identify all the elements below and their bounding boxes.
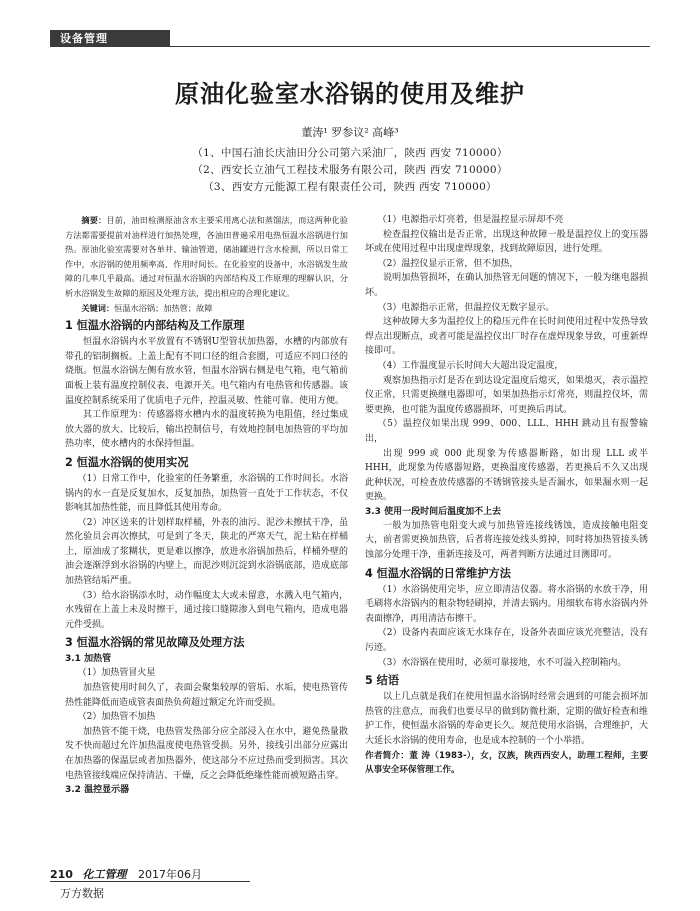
header-rule	[170, 46, 650, 47]
keywords-text: 恒温水浴锅；加热管；故障	[114, 302, 213, 313]
heading-section-4: 4 恒温水浴锅的日常维护方法	[365, 566, 511, 580]
paragraph: 恒温水浴锅内水平放置有不锈钢U型管状加热器，水槽的内部放有带孔的铝制搁板。上盖上配有不同口径的组合套圈，可适应不同口径的烧瓶。恒温水浴锅左侧有放水管，恒温水浴锅右侧是电气箱，电气箱前面板上装有温度控制仪表、电源开关。电气箱内有电热管和传感器。该温度控制系统采用了优质电子元件，控温灵敏、性能可靠、使用方便。	[65, 337, 348, 406]
footer-rule	[50, 881, 250, 882]
heading-3-2: 3.2 温控显示器	[65, 785, 130, 796]
paragraph: 观察加热指示灯是否在到达设定温度后熄灭，如果熄灭，表示温控仪正常，只需更换继电器即可，如果加热指示灯常亮，则温控仪坏，需要更换，也可能为温度传感器损坏，可更换后再试。	[365, 375, 648, 415]
heading-section-2: 2 恒温水浴锅的使用实况	[65, 455, 189, 469]
abstract	[65, 213, 348, 301]
watermark: 万方数据	[60, 887, 104, 900]
paragraph: 一般为加热管电阻变大或与加热管连接线锈蚀，造成接触电阻变大，前者需更换加热管，后者将连接处线头剪掉，同时将加热管接头锈蚀部分处理干净，重新连接及可，两者判断方法通过目测即可。	[365, 520, 648, 561]
issue-date: 2017年06月	[137, 868, 202, 881]
heading-section-1: 1 恒温水浴锅的内部结构及工作原理	[65, 319, 245, 333]
affiliation-3: （3、西安方元能源工程有限责任公司，陕西 西安 710000）	[203, 181, 497, 193]
paragraph: 出现 999 或 000 此现象为传感器断路，如出现 LLL 或半 HHH，此现象为传感器短路，更换温度传感器，若更换后不久又出现此种状况，可检查放传感器的不锈钢管接头是否漏水，如果漏水则一起更换。	[365, 448, 648, 503]
paragraph: 以上几点就是我们在使用恒温水浴锅时经常会遇到的可能会损坏加热管的注意点，而我们也要尽早的做到防微杜渐，定期的做好检查和维护工作，使恒温水浴锅的寿命更长久。规范使用水浴锅，合理维护，大大延长水浴锅的使用寿命，也是成本控制的一个小举措。	[365, 692, 648, 746]
affiliation-2: （2、西安长立油气工程技术服务有限公司，陕西 西安 710000）	[192, 164, 508, 176]
subheading: （1）电源指示灯亮着，但是温控显示屏却不亮	[377, 215, 564, 225]
subheading: （5）温控仪如果出现 999、000、LLL、HHH 跳动且有报警输出，	[365, 419, 648, 444]
authors: 董涛¹ 罗参议² 高峰³	[301, 126, 399, 139]
paragraph: 检查温控仪输出是否正常，出现这种故障一般是温控仪上的变压器坏或在使用过程中出现虚焊现象，找到故障原因，进行处理。	[365, 229, 648, 255]
paragraph: 其工作原理为：传感器将水槽内水的温度转换为电阻值，经过集成放大器的放大、比较后，输出控制信号，有效地控制电加热管的平均加热功率，使水槽内的水保持恒温。	[65, 410, 348, 450]
left-column	[65, 213, 348, 797]
page-number: 210	[50, 868, 73, 881]
subheading: （3）电源指示正常，但温控仪无数字显示。	[377, 302, 555, 313]
article-title: 原油化验室水浴锅的使用及维护	[175, 80, 525, 108]
list-item: （1）水浴锅使用完毕，应立即清洁仪器。将水浴锅的水放干净，用毛刷将水浴锅内的粗杂物轻刷掉，并清去锅内。用细软布将水浴锅内外表面擦净，再用清洁布擦干。	[365, 584, 648, 624]
paragraph: 加热管不能干烧，电热管发热部分应全部浸入在水中，避免热量散发不快而超过允许加热温度使电热管受损。另外，接线引出部分应露出在加热器的保温层或者加热器外，使这部分不应过热而受到损害。其次电热管接线端应保持清洁、干燥，反之会降低绝缘性能而被短路击穿。	[65, 726, 348, 781]
subheading: （2）温控仪显示正常，但不加热，	[377, 258, 519, 269]
keywords	[65, 301, 348, 316]
section-tag: 设备管理	[50, 30, 170, 47]
paragraph: 加热管使用时间久了，表面会聚集较厚的管垢、水垢，使电热管传热性能降低而造成管表面热负荷超过额定允许而受损。	[65, 683, 348, 708]
page-footer	[50, 866, 202, 882]
right-column	[365, 213, 648, 777]
paragraph: 这种故障大多为温控仪上的稳压元件在长时间使用过程中发热导致焊点出现断点，或者可能是温控仪出厂时存在虚焊现象导致，可重新焊接即可。	[365, 317, 648, 357]
keywords-label: 关键词：	[81, 302, 115, 313]
paragraph: 说明加热管损坏，在确认加热管无问题的情况下，一般为继电器损坏。	[365, 273, 648, 298]
heading-section-3: 3 恒温水浴锅的常见故障及处理方法	[65, 636, 245, 650]
subheading: （2）加热管不加热	[77, 712, 156, 723]
list-item: （3）给水浴锅添水时，动作幅度太大或未留意，水溅入电气箱内，水残留在上盖上未及时擦干，通过接口缝隙渗入到电气箱内，造成电器元件受损。	[65, 590, 348, 630]
list-item: （2）设备内表面应该无水珠存在，设备外表面应该光亮整洁，没有污迹。	[365, 628, 648, 654]
author-bio: 作者简介：董 涛（1983-），女，汉族，陕西西安人，助理工程师，主要从事安全环保管理工作。	[365, 750, 648, 775]
abstract-text: 目前，油田检测原油含水主要采用离心法和蒸馏法，而这两种化验方法都需要提前对油样进行加热处理，各油田普遍采用电热恒温水浴锅进行加热。原油化验室需要对各单井、输油管道，储油罐进行含水检测，所以日常工作中，水浴锅的使用频率高、作用时间长。在化验室的设备中，水浴锅发生故障的几率几乎最高。通过对恒温水浴锅的内部结构及工作原理的理解认识，分析水浴锅发生故障的原因及处理方法，提出相应的合理化建议。	[65, 215, 348, 298]
subheading: （4）工作温度显示长时间大大超出设定温度，	[377, 360, 564, 371]
list-item: （2）冲区送来的计划样取样桶，外表的油污、泥沙未擦拭干净，虽然化验员会再次擦拭，可是到了冬天，陕北的严寒天气，泥土粘在样桶上，原油成了浆糊状，更是难以擦净，放进水浴锅加热后，样桶外壁的油会逐渐浮到水浴锅的内壁上，而泥沙则沉淀到水浴锅底部，造成底部加热管结垢严重。	[65, 517, 348, 587]
list-item: （3）水浴锅在使用时，必须可靠接地，水不可溢入控制箱内。	[377, 657, 627, 668]
abstract-label: 摘要：	[81, 215, 107, 225]
heading-3-3: 3.3 使用一段时间后温度加不上去	[365, 506, 502, 517]
journal-name: 化工管理	[82, 868, 127, 881]
heading-section-5: 5 结语	[365, 674, 400, 688]
heading-3-1: 3.1 加热管	[65, 654, 112, 665]
subheading: （1）加热管冒火星	[77, 668, 156, 679]
affiliation-1: （1、中国石油长庆油田分公司第六采油厂，陕西 西安 710000）	[192, 147, 508, 159]
list-item: （1）日常工作中，化验室的任务繁重，水浴锅的工作时间长。水浴锅内的水一直是反复加水，反复加热，加热管一直处于工作状态，不仅影响其加热性能，而且降低其使用寿命。	[65, 473, 348, 514]
